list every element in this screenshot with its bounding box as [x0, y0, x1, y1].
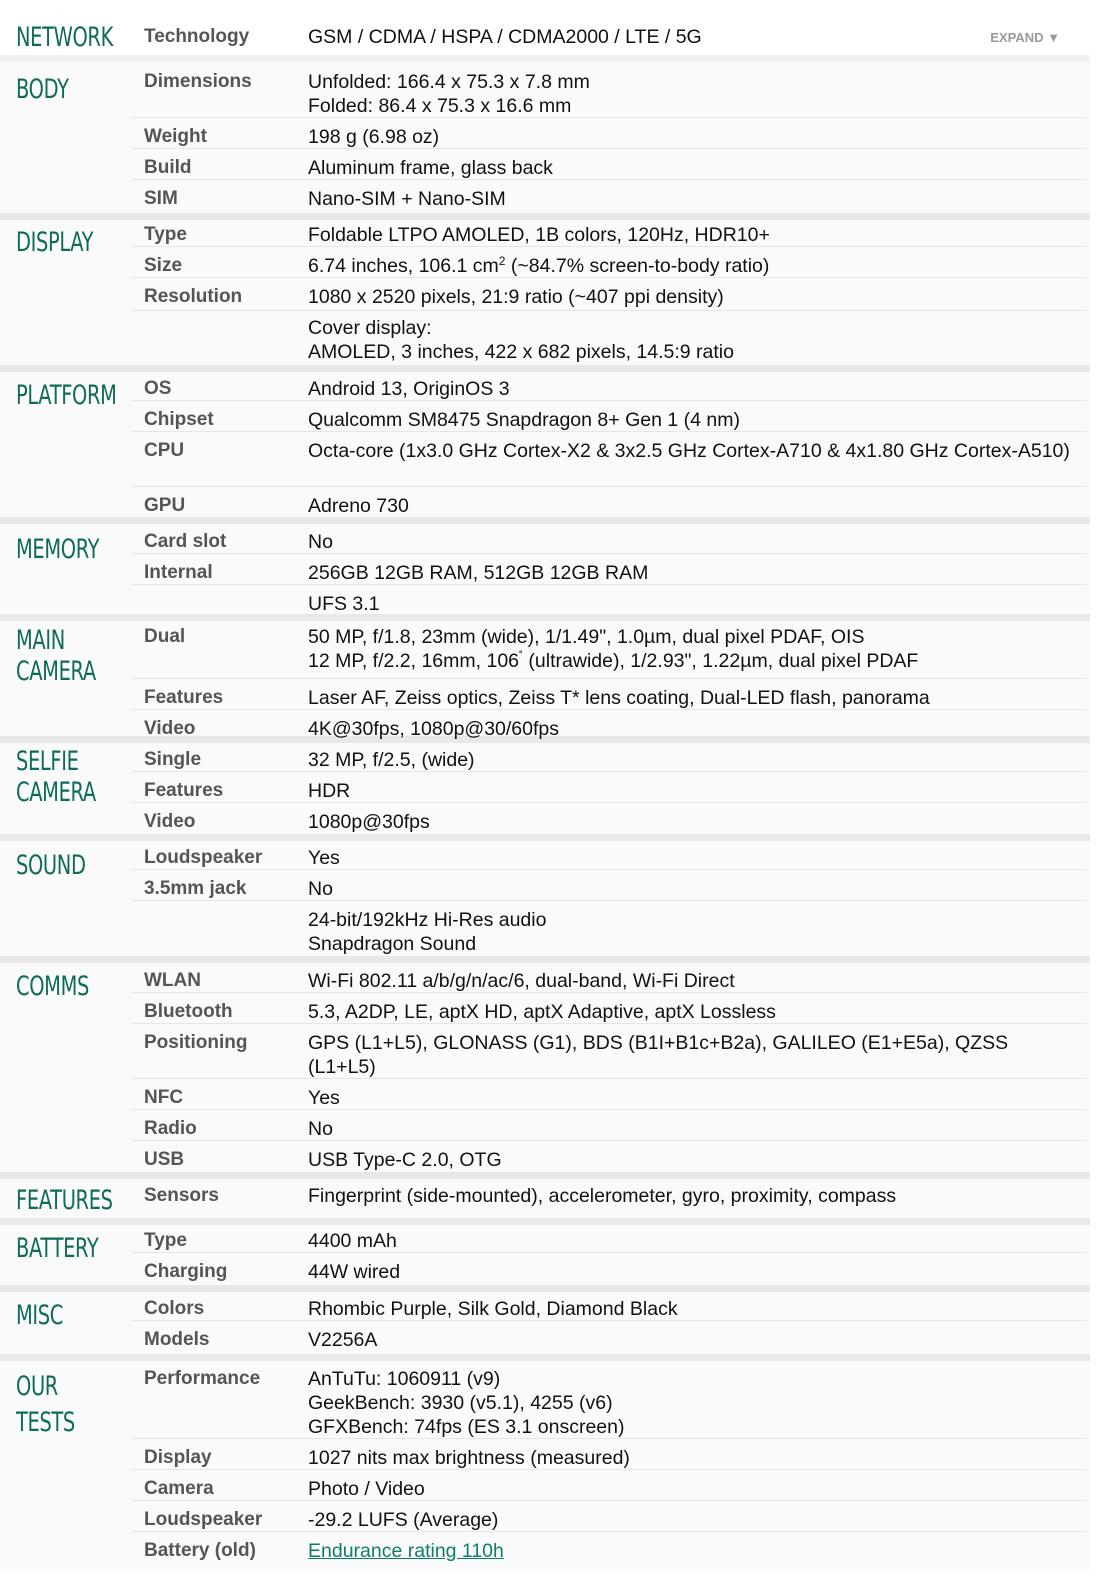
spec-label-selfie-features[interactable]: Features [144, 780, 224, 801]
spec-value-test-battery [308, 1539, 1076, 1563]
row-divider [131, 148, 1086, 149]
section-sound [0, 841, 1090, 963]
ultrawide-details: (ultrawide), 1/2.93", 1.22µm, dual pixel PDAF [523, 650, 919, 672]
row-divider [131, 771, 1086, 772]
cover-display-heading: Cover display: [308, 317, 432, 339]
spec-label-positioning[interactable]: Positioning [144, 1032, 248, 1053]
spec-label-performance[interactable]: Performance [144, 1368, 261, 1389]
spec-label-loudspeaker[interactable]: Loudspeaker [144, 847, 263, 868]
spec-label-gpu[interactable]: GPU [144, 495, 186, 516]
section-battery [0, 1225, 1090, 1292]
spec-label-build[interactable]: Build [144, 157, 192, 178]
spec-value-resolution: 1080 x 2520 pixels, 21:9 ratio (~407 ppi density) [308, 286, 724, 308]
row-divider [131, 869, 1086, 870]
section-title-sound[interactable]: SOUND [16, 850, 86, 881]
spec-label-sim[interactable]: SIM [144, 188, 178, 209]
section-title-misc[interactable]: MISC [16, 1300, 63, 1331]
spec-value-test-loudspeaker: -29.2 LUFS (Average) [308, 1509, 499, 1531]
spec-label-dimensions[interactable]: Dimensions [144, 71, 252, 92]
spec-label-dual[interactable]: Dual [144, 626, 186, 647]
spec-value-jack: No [308, 878, 333, 900]
row-divider [131, 1140, 1086, 1141]
spec-label-colors[interactable]: Colors [144, 1298, 205, 1319]
spec-value-weight: 198 g (6.98 oz) [308, 126, 440, 148]
spec-label-internal[interactable]: Internal [144, 562, 213, 583]
row-divider [131, 1438, 1086, 1439]
spec-value-test-display: 1027 nits max brightness (measured) [308, 1447, 630, 1469]
spec-label-selfie-video[interactable]: Video [144, 811, 196, 832]
antutu-score: AnTuTu: 1060911 (v9) [308, 1368, 501, 1390]
section-title-our-tests[interactable]: OUR TESTS [16, 1371, 75, 1438]
spec-label-test-battery[interactable]: Battery (old) [144, 1540, 256, 1561]
size-text: 6.74 inches, 106.1 cm [308, 255, 499, 277]
spec-value-os: Android 13, OriginOS 3 [308, 378, 510, 400]
spec-value-battery-type: 4400 mAh [308, 1230, 397, 1252]
ultrawide-text: 12 MP, f/2.2, 16mm, 106 [308, 650, 520, 672]
spec-value-usb: USB Type-C 2.0, OTG [308, 1149, 502, 1171]
section-display [0, 220, 1090, 372]
degree-mark: ˚ [519, 649, 524, 663]
spec-label-technology[interactable]: Technology [144, 26, 250, 47]
spec-value-colors: Rhombic Purple, Silk Gold, Diamond Black [308, 1298, 678, 1320]
row-divider [131, 1078, 1086, 1079]
spec-value-dual [308, 625, 1076, 673]
row-divider [131, 246, 1086, 247]
row-divider [131, 584, 1086, 585]
spec-label-radio[interactable]: Radio [144, 1118, 197, 1139]
spec-value-sim: Nano-SIM + Nano-SIM [308, 188, 506, 210]
spec-value-wlan: Wi-Fi 802.11 a/b/g/n/ac/6, dual-band, Wi-Fi Direct [308, 970, 735, 992]
spec-value-performance [308, 1367, 1076, 1439]
spec-label-main-video[interactable]: Video [144, 718, 196, 739]
row-divider [131, 709, 1086, 710]
spec-label-bluetooth[interactable]: Bluetooth [144, 1001, 233, 1022]
section-body [0, 62, 1090, 220]
dimensions-folded: Folded: 86.4 x 75.3 x 16.6 mm [308, 95, 572, 117]
spec-value-cpu: Octa-core (1x3.0 GHz Cortex-X2 & 3x2.5 GHz Cortex-A710 & 4x1.80 GHz Cortex-A510) [308, 440, 1070, 462]
section-title-platform[interactable]: PLATFORM [16, 380, 117, 411]
row-divider [131, 992, 1086, 993]
spec-value-audio-extra [308, 908, 1076, 956]
section-memory [0, 524, 1090, 621]
cover-display-details: AMOLED, 3 inches, 422 x 682 pixels, 14.5:9 ratio [308, 341, 734, 363]
section-title-display[interactable]: DISPLAY [16, 227, 94, 258]
spec-value-sensors: Fingerprint (side-mounted), accelerometer, gyro, proximity, compass [308, 1185, 897, 1207]
spec-label-battery-type[interactable]: Type [144, 1230, 187, 1251]
spec-value-gpu: Adreno 730 [308, 495, 409, 517]
row-divider [131, 400, 1086, 401]
row-divider [131, 802, 1086, 803]
spec-label-test-camera[interactable]: Camera [144, 1478, 214, 1499]
spec-label-chipset[interactable]: Chipset [144, 409, 214, 430]
spec-label-resolution[interactable]: Resolution [144, 286, 243, 307]
section-title-features[interactable]: FEATURES [16, 1185, 113, 1216]
geekbench-score: GeekBench: 3930 (v5.1), 4255 (v6) [308, 1392, 613, 1414]
spec-value-test-camera: Photo / Video [308, 1478, 425, 1500]
row-divider [131, 1500, 1086, 1501]
spec-value-charging: 44W wired [308, 1261, 401, 1283]
spec-label-os[interactable]: OS [144, 378, 172, 399]
row-divider [131, 1469, 1086, 1470]
row-divider [131, 486, 1086, 487]
row-divider [131, 179, 1086, 180]
spec-value-dimensions [308, 70, 1076, 118]
spec-value-bluetooth: 5.3, A2DP, LE, aptX HD, aptX Adaptive, aptX Lossless [308, 1001, 776, 1023]
section-network [0, 12, 1090, 62]
section-selfie-camera [0, 743, 1090, 841]
spec-label-models[interactable]: Models [144, 1329, 210, 1350]
spec-label-sensors[interactable]: Sensors [144, 1185, 219, 1206]
section-our-tests [0, 1361, 1090, 1571]
spec-value-technology: GSM / CDMA / HSPA / CDMA2000 / LTE / 5G [308, 26, 702, 48]
row-divider [131, 431, 1086, 432]
spec-label-test-loudspeaker[interactable]: Loudspeaker [144, 1509, 263, 1530]
section-main-camera [0, 621, 1090, 743]
dimensions-unfolded: Unfolded: 166.4 x 75.3 x 7.8 mm [308, 71, 590, 93]
spec-value-main-features: Laser AF, Zeiss optics, Zeiss T* lens coating, Dual-LED flash, panorama [308, 687, 930, 709]
spec-value-single: 32 MP, f/2.5, (wide) [308, 749, 475, 771]
row-divider [131, 1531, 1086, 1532]
spec-value-build: Aluminum frame, glass back [308, 157, 553, 179]
spec-value-chipset: Qualcomm SM8475 Snapdragon 8+ Gen 1 (4 nm) [308, 409, 740, 431]
spec-label-display-type[interactable]: Type [144, 224, 187, 245]
spec-value-selfie-features: HDR [308, 780, 351, 802]
section-title-selfie-camera[interactable]: SELFIE CAMERA [16, 746, 96, 808]
spec-value-internal: 256GB 12GB RAM, 512GB 12GB RAM [308, 562, 649, 584]
row-divider [131, 678, 1086, 679]
section-title-memory[interactable]: MEMORY [16, 534, 100, 565]
spec-value-display-type: Foldable LTPO AMOLED, 1B colors, 120Hz, HDR10+ [308, 224, 770, 246]
section-title-comms[interactable]: COMMS [16, 971, 89, 1002]
dual-ultrawide-lens [308, 649, 1076, 673]
snapdragon-sound: Snapdragon Sound [308, 933, 477, 955]
spec-value-selfie-video: 1080p@30fps [308, 811, 430, 833]
hires-audio: 24-bit/192kHz Hi-Res audio [308, 909, 547, 931]
spec-value-display-size [308, 254, 1076, 278]
row-divider [131, 1109, 1086, 1110]
spec-value-nfc: Yes [308, 1087, 340, 1109]
spec-label-jack[interactable]: 3.5mm jack [144, 878, 247, 899]
section-platform [0, 372, 1090, 524]
row-divider [131, 277, 1086, 278]
section-comms [0, 963, 1090, 1179]
section-title-battery[interactable]: BATTERY [16, 1233, 99, 1264]
endurance-rating-link[interactable]: Endurance rating 110h [308, 1540, 504, 1562]
spec-label-wlan[interactable]: WLAN [144, 970, 201, 991]
spec-value-storage: UFS 3.1 [308, 593, 380, 615]
section-title-body[interactable]: BODY [16, 74, 69, 105]
spec-value-radio: No [308, 1118, 333, 1140]
section-misc [0, 1292, 1090, 1361]
size-ratio: (~84.7% screen-to-body ratio) [505, 255, 770, 277]
row-divider [131, 1320, 1086, 1321]
spec-value-models: V2256A [308, 1329, 378, 1351]
spec-value-loudspeaker: Yes [308, 847, 340, 869]
row-divider [131, 553, 1086, 554]
dual-wide-lens: 50 MP, f/1.8, 23mm (wide), 1/1.49", 1.0µm, dual pixel PDAF, OIS [308, 626, 865, 648]
section-features [0, 1179, 1090, 1225]
spec-value-card-slot: No [308, 531, 333, 553]
size-superscript: 2 [498, 254, 506, 268]
spec-label-test-display[interactable]: Display [144, 1447, 212, 1468]
section-title-network[interactable]: NETWORK [16, 22, 113, 53]
spec-value-cover-display [308, 316, 1076, 364]
spec-value-positioning: GPS (L1+L5), GLONASS (G1), BDS (B1I+B1c+B2a), GALILEO (E1+E5a), QZSS (L1+L5) [308, 1032, 1009, 1078]
row-divider [131, 117, 1086, 118]
row-divider [131, 1023, 1086, 1024]
spec-label-weight[interactable]: Weight [144, 126, 207, 147]
spec-label-nfc[interactable]: NFC [144, 1087, 184, 1108]
spec-label-usb[interactable]: USB [144, 1149, 185, 1170]
spec-label-main-features[interactable]: Features [144, 687, 224, 708]
section-title-main-camera[interactable]: MAIN CAMERA [16, 625, 96, 687]
spec-label-display-size[interactable]: Size [144, 255, 183, 276]
row-divider [131, 900, 1086, 901]
spec-label-cpu[interactable]: CPU [144, 440, 185, 461]
spec-label-card-slot[interactable]: Card slot [144, 531, 227, 552]
row-divider [131, 310, 1086, 311]
spec-label-single[interactable]: Single [144, 749, 202, 770]
spec-value-main-video: 4K@30fps, 1080p@30/60fps [308, 718, 560, 740]
expand-toggle[interactable]: EXPAND ▼ [990, 30, 1060, 45]
gfxbench-score: GFXBench: 74fps (ES 3.1 onscreen) [308, 1416, 625, 1438]
row-divider [131, 1252, 1086, 1253]
spec-label-charging[interactable]: Charging [144, 1261, 228, 1282]
